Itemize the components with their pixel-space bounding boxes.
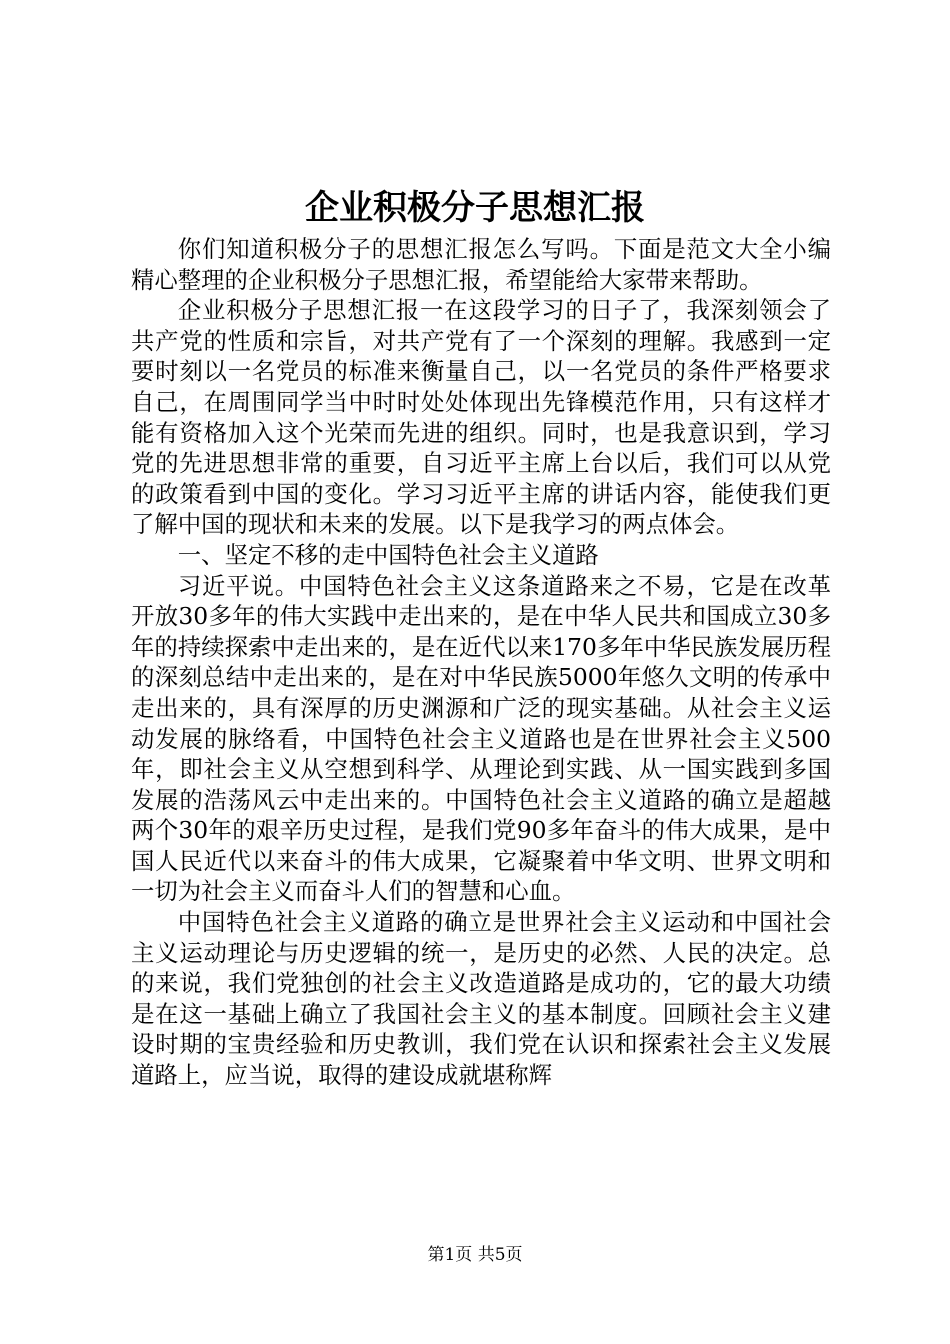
paragraph-establishment: 中国特色社会主义道路的确立是世界社会主义运动和中国社会主义运动理论与历史逻辑的统一，是历史的必然、人民的决定。总的来说，我们党独创的社会主义改造道路是成功的，它的最大功绩是在这一基础上确立了我国社会主义的基本制度。回顾社会主义建设时期的宝贵经验和历史教训，我们党在认识和探索社会主义发展道路上，应当说，取得的建设成就堪称辉 [131, 908, 831, 1090]
paragraph-report-one: 企业积极分子思想汇报一在这段学习的日子了，我深刻领会了共产党的性质和宗旨，对共产党有了一个深刻的理解。我感到一定要时刻以一名党员的标准来衡量自己，以一名党员的条件严格要求自己，在周围同学当中时时处处体现出先锋模范作用，只有这样才能有资格加入这个光荣而先进的组织。同时，也是我意识到，学习党的先进思想非常的重要，自习近平主席上台以后，我们可以从党的政策看到中国的变化。学习习近平主席的讲话内容，能使我们更了解中国的现状和未来的发展。以下是我学习的两点体会。 [131, 296, 831, 539]
paragraph-path: 习近平说。中国特色社会主义这条道路来之不易，它是在改革开放30多年的伟大实践中走出来的，是在中华人民共和国成立30多年的持续探索中走出来的，是在近代以来170多年中华民族发展历程的深刻总结中走出来的，是在对中华民族5000年悠久文明的传承中走出来的，具有深厚的历史渊源和广泛的现实基础。从社会主义运动发展的脉络看，中国特色社会主义道路也是在世界社会主义500年，即社会主义从空想到科学、从理论到实践、从一国实践到多国发展的浩荡风云中走出来的。中国特色社会主义道路的确立是超越两个30年的艰辛历史过程，是我们党90多年奋斗的伟大成果，是中国人民近代以来奋斗的伟大成果，它凝聚着中华文明、世界文明和一切为社会主义而奋斗人们的智慧和心血。 [131, 571, 831, 906]
page-footer: 第1页 共5页 [427, 1245, 523, 1265]
document-title: 企业积极分子思想汇报 [305, 188, 645, 228]
paragraph-intro: 你们知道积极分子的思想汇报怎么写吗。下面是范文大全小编精心整理的企业积极分子思想汇报，希望能给大家带来帮助。 [131, 235, 831, 294]
section-heading: 一、坚定不移的走中国特色社会主义道路 [177, 540, 599, 569]
document-body [131, 234, 831, 1091]
